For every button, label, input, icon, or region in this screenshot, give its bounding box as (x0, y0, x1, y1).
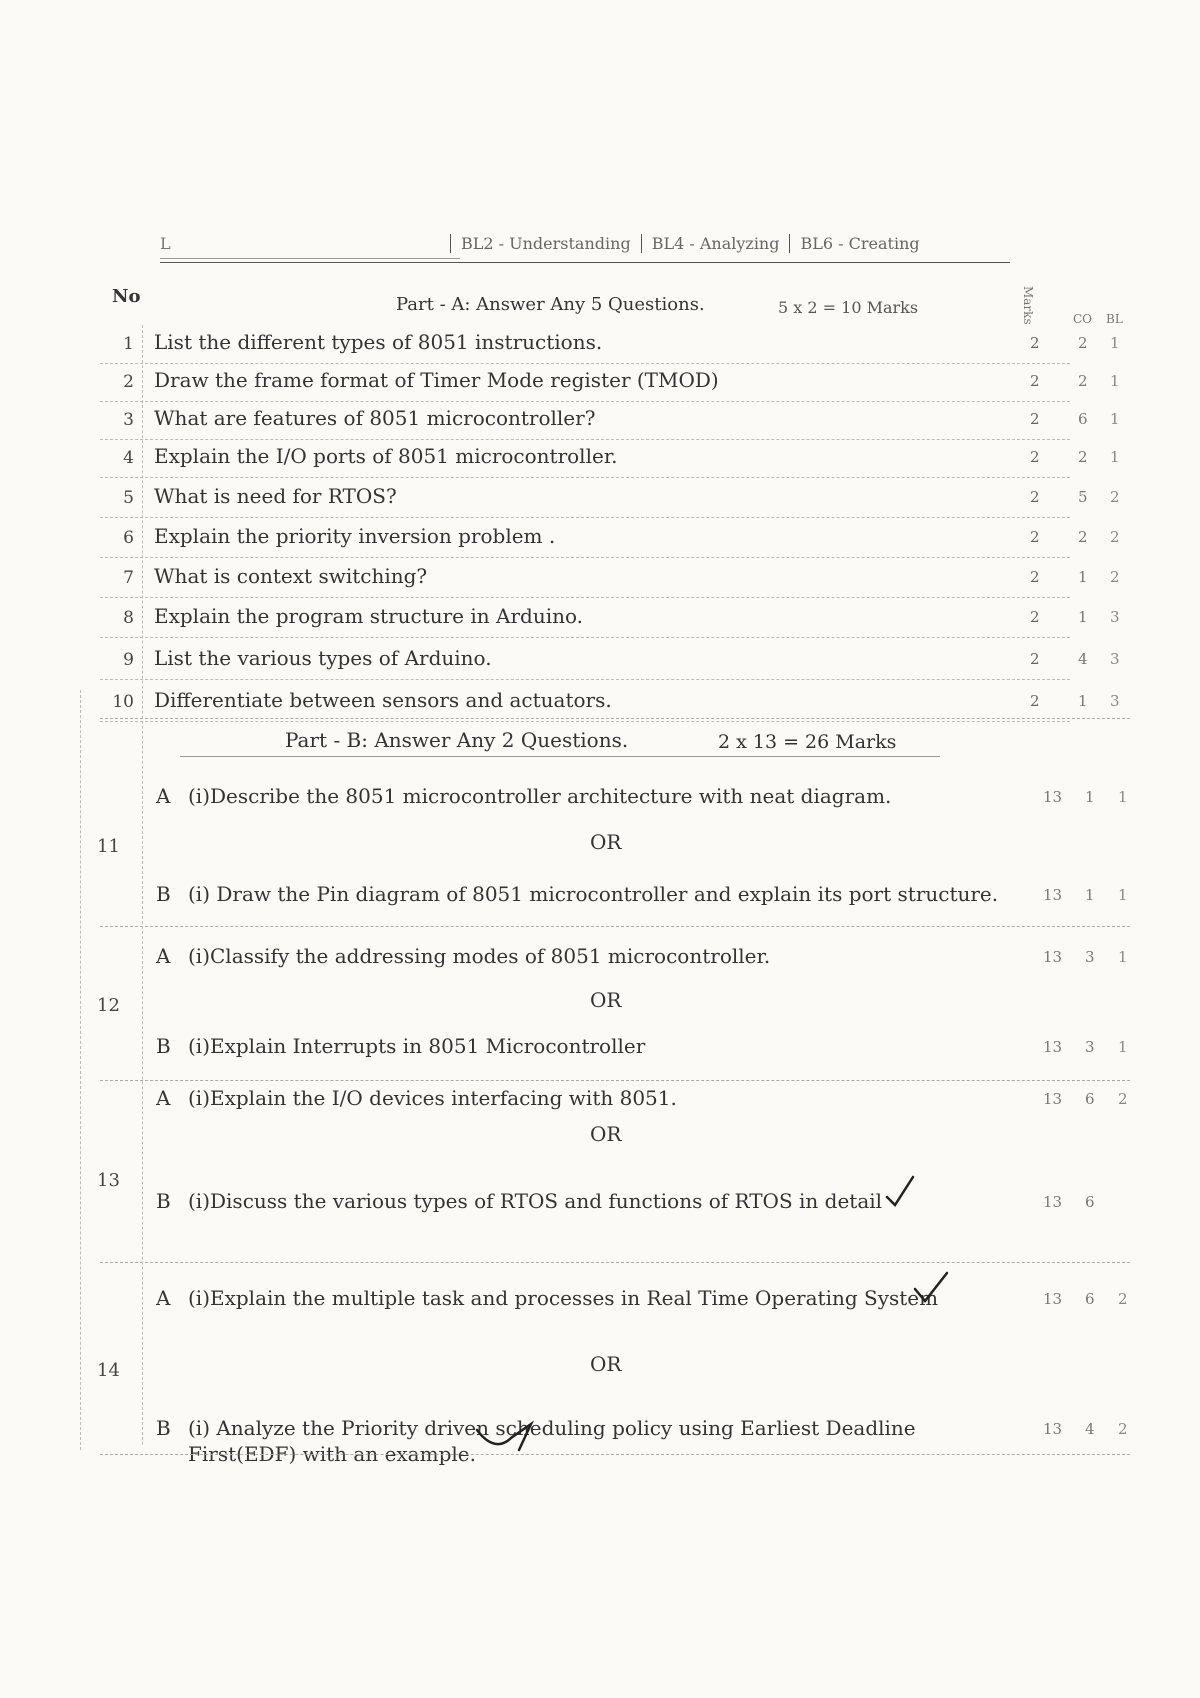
legend-items (450, 234, 930, 253)
question-text: Draw the frame format of Timer Mode register (TMOD) (154, 368, 719, 392)
option-text: (i)Classify the addressing modes of 8051 microcontroller. (188, 944, 771, 968)
question-text: What is need for RTOS? (154, 484, 397, 508)
option-letter: A (156, 1286, 171, 1310)
option-letter: B (156, 1034, 171, 1058)
part-b-option-b (150, 878, 1140, 918)
option-letter: B (156, 1416, 171, 1440)
question-number: 6 (123, 528, 134, 548)
question-marks: 2 (1030, 448, 1040, 466)
question-marks: 2 (1030, 692, 1040, 710)
part-b-marks: 2 x 13 = 26 Marks (718, 731, 897, 753)
question-bl: 3 (1110, 692, 1120, 710)
question-bl: 3 (1110, 650, 1120, 668)
question-co: 6 (1078, 410, 1088, 428)
part-b-option-b (150, 1030, 1140, 1070)
option-co: 6 (1085, 1090, 1095, 1108)
part-a-title: Part - A: Answer Any 5 Questions. (396, 294, 705, 315)
option-bl: 1 (1118, 1038, 1128, 1056)
question-number: 9 (123, 650, 134, 670)
question-bl: 1 (1110, 372, 1120, 390)
left-border (80, 690, 81, 1450)
tick-mark (913, 1271, 949, 1305)
header-no: No (112, 286, 141, 307)
col-head-bl: BL (1106, 312, 1123, 326)
question-co: 1 (1078, 568, 1088, 586)
option-co: 3 (1085, 1038, 1095, 1056)
question-marks: 2 (1030, 488, 1040, 506)
question-text: Explain the priority inversion problem . (154, 524, 556, 548)
legend-item: BL6 - Creating (789, 234, 929, 253)
option-bl: 1 (1118, 788, 1128, 806)
part-a-question-row (100, 684, 1130, 722)
question-marks: 2 (1030, 410, 1040, 428)
part-b-option-a (150, 780, 1140, 820)
question-marks: 2 (1030, 334, 1040, 352)
part-a-question-row (100, 480, 1130, 518)
option-text: (i)Explain the multiple task and processes in Real Time Operating System (188, 1286, 939, 1310)
option-co: 1 (1085, 886, 1095, 904)
question-co: 4 (1078, 650, 1088, 668)
part-b-option-a (150, 1082, 1140, 1122)
part-a-question-row (100, 402, 1130, 440)
question-number: 1 (123, 334, 134, 354)
part-a-question-row (100, 440, 1130, 478)
part-b-underline (180, 756, 940, 757)
question-marks: 2 (1030, 528, 1040, 546)
question-bl: 1 (1110, 334, 1120, 352)
option-text: (i)Explain Interrupts in 8051 Microcontroller (188, 1034, 646, 1058)
option-co: 6 (1085, 1193, 1095, 1211)
question-number: 4 (123, 448, 134, 468)
option-bl: 2 (1118, 1420, 1128, 1438)
part-b-question-number: 12 (97, 995, 120, 1016)
question-text: What is context switching? (154, 564, 428, 588)
row-rule (100, 517, 1070, 518)
part-b-title: Part - B: Answer Any 2 Questions. (285, 728, 629, 752)
question-text: List the various types of Arduino. (154, 646, 492, 670)
or-separator: OR (590, 830, 622, 854)
row-rule (100, 557, 1070, 558)
part-b-question-number: 14 (97, 1360, 120, 1381)
col-head-marks: Marks (1021, 286, 1035, 325)
block-rule (100, 926, 1130, 927)
option-marks: 13 (1043, 1090, 1063, 1108)
question-text: Explain the I/O ports of 8051 microcontroller. (154, 444, 618, 468)
row-rule (100, 477, 1070, 478)
question-text: List the different types of 8051 instructions. (154, 330, 603, 354)
question-number: 8 (123, 608, 134, 628)
question-bl: 3 (1110, 608, 1120, 626)
question-marks: 2 (1030, 568, 1040, 586)
row-rule (100, 721, 1070, 722)
part-a-question-row (100, 642, 1130, 680)
option-text: (i)Discuss the various types of RTOS and functions of RTOS in detail (188, 1189, 883, 1213)
option-co: 6 (1085, 1290, 1095, 1308)
row-rule (100, 597, 1070, 598)
question-bl: 2 (1110, 488, 1120, 506)
row-rule (100, 637, 1070, 638)
option-letter: A (156, 944, 171, 968)
tick-mark (885, 1175, 915, 1209)
question-co: 2 (1078, 372, 1088, 390)
option-co: 1 (1085, 788, 1095, 806)
part-b-question-number: 13 (97, 1170, 120, 1191)
option-letter: A (156, 784, 171, 808)
option-bl: 1 (1118, 886, 1128, 904)
option-text: (i)Explain the I/O devices interfacing with 8051. (188, 1086, 677, 1110)
option-co: 3 (1085, 948, 1095, 966)
option-marks: 13 (1043, 1290, 1063, 1308)
question-co: 2 (1078, 528, 1088, 546)
row-rule (100, 679, 1070, 680)
part-b-option-b (150, 1412, 1140, 1466)
block-rule (100, 1262, 1130, 1263)
question-co: 5 (1078, 488, 1088, 506)
question-number: 10 (112, 692, 134, 712)
question-number: 5 (123, 488, 134, 508)
question-marks: 2 (1030, 650, 1040, 668)
question-text: Differentiate between sensors and actuators. (154, 688, 612, 712)
question-number: 2 (123, 372, 134, 392)
question-bl: 2 (1110, 528, 1120, 546)
block-rule (100, 1080, 1130, 1081)
or-separator: OR (590, 988, 622, 1012)
option-bl: 1 (1118, 948, 1128, 966)
option-marks: 13 (1043, 1420, 1063, 1438)
legend-lead: L (160, 236, 460, 259)
option-marks: 13 (1043, 1193, 1063, 1211)
part-a-marks: 5 x 2 = 10 Marks (778, 298, 919, 317)
part-b-option-a (150, 940, 1140, 980)
question-number: 7 (123, 568, 134, 588)
part-a-question-row (100, 560, 1130, 598)
option-co: 4 (1085, 1420, 1095, 1438)
option-text: (i)Describe the 8051 microcontroller architecture with neat diagram. (188, 784, 892, 808)
option-text: (i) Draw the Pin diagram of 8051 microcontroller and explain its port structure. (188, 882, 999, 906)
question-marks: 2 (1030, 608, 1040, 626)
option-text: (i) Analyze the Priority driven scheduling policy using Earliest Deadline (188, 1416, 916, 1440)
question-number: 3 (123, 410, 134, 430)
option-letter: B (156, 1189, 171, 1213)
option-text-continued: First(EDF) with an example. (188, 1442, 476, 1466)
question-text: What are features of 8051 microcontroller? (154, 406, 596, 430)
part-b-question-number: 11 (97, 836, 120, 857)
option-marks: 13 (1043, 1038, 1063, 1056)
option-marks: 13 (1043, 948, 1063, 966)
legend-item: BL2 - Understanding (450, 234, 641, 253)
part-a-question-row (100, 364, 1130, 402)
legend-item: BL4 - Analyzing (641, 234, 790, 253)
question-co: 1 (1078, 692, 1088, 710)
part-a-question-row (100, 326, 1130, 364)
question-text: Explain the program structure in Arduino. (154, 604, 584, 628)
block-rule (100, 1454, 1130, 1455)
or-separator: OR (590, 1122, 622, 1146)
option-marks: 13 (1043, 788, 1063, 806)
option-bl: 2 (1118, 1090, 1128, 1108)
option-letter: B (156, 882, 171, 906)
question-co: 2 (1078, 334, 1088, 352)
or-separator: OR (590, 1352, 622, 1376)
question-co: 1 (1078, 608, 1088, 626)
option-marks: 13 (1043, 886, 1063, 904)
option-bl: 2 (1118, 1290, 1128, 1308)
part-a-question-row (100, 600, 1130, 638)
question-bl: 1 (1110, 448, 1120, 466)
part-a-question-row (100, 520, 1130, 558)
question-marks: 2 (1030, 372, 1040, 390)
tick-mark (475, 1420, 535, 1454)
question-bl: 2 (1110, 568, 1120, 586)
col-head-co: CO (1073, 312, 1093, 326)
blooms-legend (160, 234, 1010, 263)
part-b-option-b (150, 1185, 1140, 1225)
part-b-option-a (150, 1282, 1140, 1322)
number-column-border (142, 325, 143, 1445)
question-co: 2 (1078, 448, 1088, 466)
option-letter: A (156, 1086, 171, 1110)
question-bl: 1 (1110, 410, 1120, 428)
divider (100, 718, 1130, 719)
